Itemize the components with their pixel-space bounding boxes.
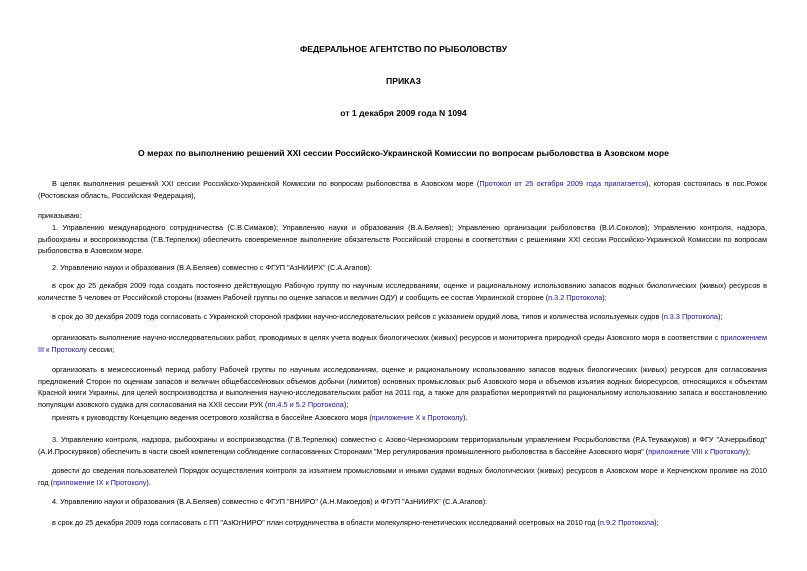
link-p-3-3[interactable]: п.3.3 Протокола <box>663 312 718 321</box>
item-3a-end: ). <box>146 477 151 487</box>
item-3 <box>38 434 767 457</box>
link-appendix-8[interactable]: приложение VIII к Протоколу <box>648 446 746 456</box>
link-appendix-3[interactable]: приложением III к Протоколу <box>38 333 767 354</box>
item-3a-text: довести до сведения пользователей Порядок осуществления контроля за изъятием промысловыми и иными судами водных биологических (живых) ресурсов в Азовском море и Керченском проливе на 2010 год ( <box>38 466 767 487</box>
item-2c <box>38 332 767 355</box>
document-title: О мерах по выполнению решений XXI сессии Российско-Украинской Комиссии по вопросам рыболовства в Азовском море <box>138 148 669 158</box>
item-2: 2. Управлению науки и образования (В.А.Беляев) совместно с ФГУП "АзНИИРХ" (С.А.Агапов): <box>52 263 372 272</box>
doc-type-heading: ПРИКАЗ <box>386 76 421 86</box>
item-2d-end: ); <box>343 399 349 409</box>
item-3-end: ); <box>745 446 751 456</box>
item-3a <box>38 465 767 488</box>
order-word: приказываю: <box>38 211 82 220</box>
item-2b <box>38 311 767 323</box>
item-2c-text: организовать выполнение научно-исследовательских работ, проводимых в целях учета водных биологических (живых) ресурсов и мониторинга природной среды Азовского моря в соответствии с <box>52 333 721 342</box>
intro-text-end: ), которая состоялась в пос.Рожок (Ростовская область, Российская Федерация), <box>38 179 767 200</box>
item-2d-text: организовать в межсессионный период работу Рабочей группы по научным исследованиям, оценке и рациональному использованию запасов водных биологических (живых) ресурсов для согласования предложений Сторон по оценкам запасов и величин общебассейновых объемов добычи (лимитов) основных промысловых рыб Азовского моря и объемов изъятия водных биоресурсов, относящихся к объектам Красной книги Украины, для целей воспроизводства и выполнения научно-исследовательских работ на 2011 год, а также для разработки мероприятий по рациональному использованию запаса и восстановлению популяции азовского судака для согласования на XXII сессии РУК ( <box>38 365 767 409</box>
item-1: 1. Управлению международного сотрудничества (С.В.Симаков); Управлению науки и образования (В.А.Беляев); Управлению организации рыболовства (В.И.Соколов); Управлению контроля, надзора, рыбоохраны и воспроизводства (Г.В.Терпелюк) обеспечить своевременное выполнение обязательств Российской стороны в соответствии с решениями XXI сессии Российско-Украинской Комиссии по вопросам рыболовства в Азовском море. <box>38 223 767 255</box>
intro-paragraph <box>38 178 767 201</box>
item-2c-end: сессии; <box>86 344 115 354</box>
intro-text: В целях выполнения решений XXI сессии Российско-Украинской Комиссии по вопросам рыболовства в Азовском море ( <box>52 179 480 188</box>
item-3-text: 3. Управлению контроля, надзора, рыбоохраны и воспроизводства (Г.В.Терпелюк) совместно с Азово-Черноморским территориальным управлением Росрыболовства (Р.А.Теуважуков) и ФГУ "Азчеррыбвод" (А.И.Проскуряков) обеспечить в части своей компетенции соблюдение согласованных Сторонами "Мер регулирования промышленного рыболовства в бассейне Азовского моря" ( <box>38 435 767 456</box>
item-4a-text: в срок до 25 декабря 2009 года согласовать с ГП "АзЮгНИРО" план сотрудничества в области молекулярно-генетических исследований осетровых на 2010 год ( <box>52 518 600 527</box>
protocol-link[interactable]: Протокол от 25 октября 2009 года прилагается <box>479 179 646 188</box>
item-4a <box>38 517 767 529</box>
link-appendix-9[interactable]: приложение IX к Протоколу <box>53 477 147 487</box>
item-2e <box>38 412 767 424</box>
link-p-3-2[interactable]: п.3.2 Протокола <box>548 292 603 302</box>
link-pp-4-5-5-2[interactable]: пп.4.5 и 5.2 Протокола <box>267 399 344 409</box>
agency-heading: ФЕДЕРАЛЬНОЕ АГЕНТСТВО ПО РЫБОЛОВСТВУ <box>299 44 508 54</box>
item-4a-end: ); <box>654 518 659 527</box>
item-2a-text: в срок до 25 декабря 2009 года создать постоянно действующую Рабочую группу по научным исследованиям, оценке и рациональному использованию запасов водных биологических (живых) ресурсов в количестве 5 человек от Российской стороны (взамен Рабочей группы по оценке запасов и величин ОДУ) и сообщить ее состав Украинской стороне ( <box>38 281 767 302</box>
date-line: от 1 декабря 2009 года N 1094 <box>340 108 467 118</box>
item-2b-text: в срок до 30 декабря 2009 года согласовать с Украинской стороной графики научно-исследовательских рейсов с указанием орудий лова, типов и количества используемых судов ( <box>52 312 664 321</box>
link-appendix-10[interactable]: приложение X к Протоколу <box>371 413 464 422</box>
item-2e-end: ). <box>463 413 468 422</box>
link-p-9-2[interactable]: п.9.2 Протокола <box>599 518 655 527</box>
item-2d <box>38 364 767 410</box>
item-2a-end: ); <box>602 292 607 302</box>
item-4: 4. Управлению науки и образования (В.А.Беляев) совместно с ФГУП "ВНИРО" (А.Н.Макоедов) и ФГУП "АзНИИРХ" (С.А.Агапов): <box>52 497 488 506</box>
item-2e-text: принять к руководству Концепцию ведения осетрового хозяйства в бассейне Азовского моря ( <box>52 413 372 422</box>
item-2b-end: ); <box>717 312 723 321</box>
item-2a <box>38 280 767 303</box>
